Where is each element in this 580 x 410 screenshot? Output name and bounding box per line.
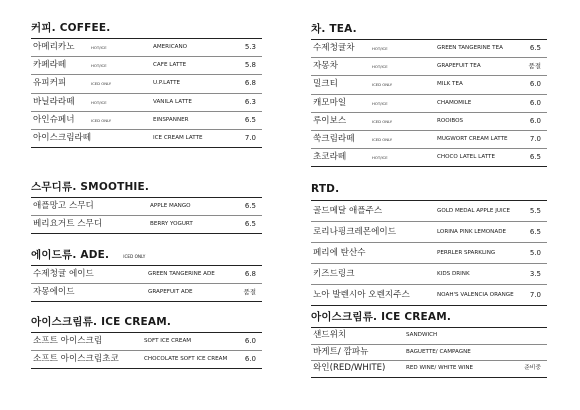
- menu-item: [31, 94, 262, 112]
- item-price: 6.0: [244, 355, 256, 364]
- item-tag: ICED ONLY: [372, 136, 393, 142]
- item-name-en: CHOCOLATE SOFT ICE CREAM: [144, 356, 228, 363]
- item-name-kr: 자몽에이드: [33, 287, 75, 298]
- menu-item: [311, 285, 547, 306]
- menu-item: [311, 345, 547, 362]
- item-name-kr: 페리에 탄산수: [313, 248, 366, 258]
- menu-item: [31, 198, 262, 216]
- section-title: 차. TEA.: [311, 23, 357, 35]
- item-name-en: BAGUETTE/ CAMPAGNE: [406, 348, 471, 355]
- item-tag: HOT/ICE: [91, 63, 107, 69]
- item-price: 5.5: [529, 207, 541, 215]
- menu-item: [31, 351, 262, 369]
- item-name-kr: 바닐라라떼: [33, 96, 75, 107]
- item-price: 6.0: [529, 80, 541, 89]
- item-price: 6.5: [529, 44, 541, 52]
- section-title-row: [31, 248, 262, 262]
- item-price: 품절: [528, 62, 541, 71]
- item-name-en: VANILA LATTE: [153, 98, 192, 105]
- item-name-kr: 샌드위치: [313, 330, 347, 340]
- menu-item: [31, 284, 262, 302]
- item-price: 6.5: [244, 202, 256, 210]
- menu-item: [311, 95, 547, 113]
- menu-item: [311, 149, 547, 167]
- item-name-en: BERRY YOGURT: [150, 221, 193, 228]
- item-price: 6.0: [529, 116, 541, 125]
- item-name-kr: 소프트 아이스크림: [33, 336, 103, 346]
- item-price: 5.3: [244, 43, 256, 51]
- menu-list: [31, 265, 262, 302]
- item-name-en: LORINA PINK LEMONADE: [437, 229, 507, 235]
- menu-item: [31, 216, 262, 234]
- item-price: 6.5: [244, 115, 256, 124]
- menu-list: [31, 197, 262, 234]
- section-rtd: [311, 182, 547, 306]
- menu-item: [311, 131, 547, 149]
- section-smoothie: [31, 180, 262, 234]
- menu-list: [311, 327, 547, 378]
- item-name-kr: 키즈드링크: [313, 269, 355, 279]
- item-name-kr: 바게트/ 깜파뉴: [313, 346, 369, 357]
- item-tag: ICED ONLY: [91, 81, 112, 87]
- item-price: 6.0: [244, 337, 256, 345]
- item-name-en: RED WINE/ WHITE WINE: [406, 365, 474, 371]
- section-title: 아이스크림류. ICE CREAM.: [31, 316, 172, 328]
- menu-item: [31, 130, 262, 148]
- item-tag: ICED ONLY: [91, 117, 112, 123]
- item-name-kr: 쑥크림라떼: [313, 133, 355, 144]
- item-name-kr: 노아 발렌시아 오렌지주스: [313, 290, 410, 300]
- section-title: RTD.: [311, 183, 340, 195]
- item-tag: ICED ONLY: [372, 82, 393, 88]
- item-name-en: CAFE LATTE: [153, 62, 187, 69]
- item-name-en: GRAPEFUIT TEA: [437, 63, 481, 70]
- item-name-en: ICE CREAM LATTE: [153, 134, 203, 141]
- section-icecream: [31, 315, 262, 369]
- menu-item: [311, 58, 547, 76]
- item-name-kr: 수제청귤차: [313, 43, 355, 53]
- item-price: 7.0: [529, 134, 541, 143]
- menu-item: [311, 264, 547, 285]
- menu-item: [31, 333, 262, 351]
- section-tea: [311, 22, 547, 167]
- item-name-en: GRAPEFUIT ADE: [148, 289, 193, 296]
- section-ade: [31, 248, 262, 302]
- item-name-kr: 유피커피: [33, 78, 67, 89]
- item-name-kr: 캐모마일: [313, 97, 347, 108]
- item-name-kr: 초코라떼: [313, 152, 347, 163]
- item-name-en: CHAMOMILE: [437, 99, 472, 106]
- item-tag: HOT/ICE: [372, 46, 388, 51]
- menu-item: [31, 57, 262, 75]
- item-name-en: SANDWICH: [406, 332, 438, 338]
- item-name-en: CHOCO LATEL LATTE: [437, 154, 495, 161]
- menu-item: [311, 243, 547, 264]
- item-price: 5.0: [529, 249, 541, 257]
- menu-list: [31, 38, 262, 148]
- item-name-en: PERRLER SPARKLING: [437, 250, 496, 256]
- item-name-kr: 소프트 아이스크림초코: [33, 354, 119, 365]
- item-name-en: NOAH'S VALENCIA ORANGE: [437, 292, 514, 298]
- item-name-en: MUGWORT CREAM LATTE: [437, 135, 508, 142]
- menu-item: [31, 266, 262, 284]
- item-price: 품절: [243, 288, 256, 297]
- item-name-en: MILK TEA: [437, 81, 463, 88]
- item-name-en: GREEN TANGERINE TEA: [437, 45, 503, 51]
- menu-item: [311, 222, 547, 243]
- item-price: 6.5: [529, 153, 541, 162]
- menu-item: [311, 201, 547, 222]
- item-tag: HOT/ICE: [372, 155, 388, 161]
- item-name-en: GOLD MEDAL APPLE JUICE: [437, 208, 511, 214]
- item-name-en: GREEN TANGERINE ADE: [148, 271, 215, 277]
- item-name-kr: 자몽차: [313, 61, 338, 72]
- item-name-en: KIDS DRINK: [437, 271, 470, 277]
- item-name-en: AMERICANO: [153, 44, 188, 50]
- item-tag: ICED ONLY: [372, 118, 393, 124]
- menu-list: [311, 39, 547, 167]
- item-price: 6.5: [244, 220, 256, 229]
- item-price: 6.8: [244, 79, 256, 88]
- item-name-en: EINSPANNER: [153, 116, 189, 123]
- item-name-en: SOFT ICE CREAM: [144, 338, 192, 344]
- section-note: ICED ONLY: [123, 254, 146, 259]
- menu-list: [311, 200, 547, 306]
- item-price: 6.5: [529, 228, 541, 236]
- menu-item: [311, 328, 547, 345]
- item-name-kr: 베리요거트 스무디: [33, 219, 103, 230]
- item-price: 5.8: [244, 61, 256, 70]
- item-price: 7.0: [244, 133, 256, 142]
- item-name-kr: 밀크티: [313, 79, 338, 90]
- item-name-kr: 아인슈페너: [33, 114, 75, 125]
- menu-item: [31, 112, 262, 130]
- menu-item: [311, 76, 547, 94]
- item-name-en: ROOIBOS: [437, 117, 464, 124]
- item-name-en: U.P.LATTE: [153, 80, 181, 87]
- item-name-kr: 아이스크림라떼: [33, 132, 92, 143]
- section-title: 아이스크림류. ICE CREAM.: [311, 311, 452, 323]
- item-name-kr: 애플망고 스무디: [33, 201, 94, 211]
- item-tag: HOT/ICE: [91, 45, 107, 50]
- item-price: 준비중: [524, 365, 541, 371]
- item-price: 7.0: [529, 291, 541, 299]
- item-name-en: APPLE MANGO: [150, 203, 191, 209]
- menu-list: [31, 332, 262, 369]
- item-name-kr: 아메리카노: [33, 42, 75, 52]
- item-name-kr: 로리나핑크레몬에이드: [313, 227, 397, 237]
- item-tag: HOT/ICE: [372, 100, 388, 106]
- section-title: 에이드류. ADE.: [31, 249, 110, 261]
- item-name-kr: 수제청귤 에이드: [33, 269, 94, 279]
- menu-item: [311, 40, 547, 58]
- section-title: 커피. COFFEE.: [31, 22, 111, 34]
- menu-item: [311, 361, 547, 378]
- item-price: 6.0: [529, 98, 541, 107]
- item-price: 3.5: [529, 270, 541, 278]
- item-name-kr: 루이보스: [313, 115, 347, 126]
- section-title: 스무디류. SMOOTHIE.: [31, 181, 150, 193]
- menu-item: [31, 75, 262, 93]
- section-icecream-right: [311, 310, 547, 378]
- menu-item: [31, 39, 262, 57]
- item-name-kr: 와인(RED/WHITE): [313, 363, 386, 373]
- item-tag: HOT/ICE: [372, 64, 388, 70]
- menu-item: [311, 113, 547, 131]
- item-price: 6.3: [244, 97, 256, 106]
- item-name-kr: 카페라떼: [33, 60, 67, 71]
- item-tag: HOT/ICE: [91, 99, 107, 105]
- item-name-kr: 골드메달 애플주스: [313, 206, 383, 216]
- section-coffee: [31, 21, 262, 148]
- item-price: 6.8: [244, 270, 256, 278]
